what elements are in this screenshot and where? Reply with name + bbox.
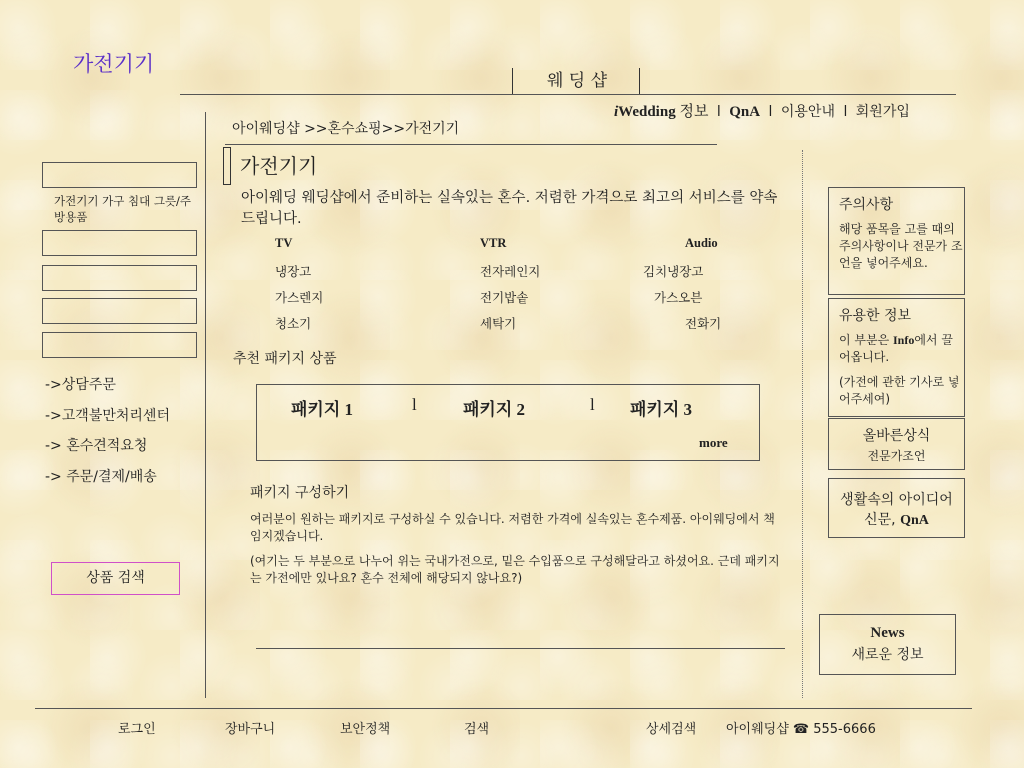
product-rice-cooker[interactable]: 전기밥솥 (480, 290, 529, 305)
nav-join[interactable]: 회원가입 (855, 104, 910, 120)
footer-advanced-search[interactable]: 상세검색 (646, 722, 697, 737)
sidebar-box-4[interactable] (42, 298, 197, 324)
notice-box (828, 187, 965, 295)
useful-info-text-c: 에서 끌어옵니다. (839, 333, 953, 364)
sidebar-link-order-payment-delivery[interactable]: -> 주문/결제/배송 (45, 469, 157, 485)
useful-info-title: 유용한 정보 (839, 308, 912, 324)
footer-rule (35, 708, 972, 709)
news-title: News (870, 625, 905, 641)
product-washer[interactable]: 세탁기 (480, 316, 517, 331)
useful-info-text-a: 이 부분은 (839, 333, 893, 347)
nav-separator: l (716, 104, 721, 120)
useful-info-note: (가전에 관한 기사로 넣어주세여) (839, 375, 960, 406)
brand-info-label: 정보 (679, 102, 709, 120)
nav-qna[interactable]: QnA (729, 104, 761, 120)
section-title: 가전기기 (240, 154, 318, 178)
package-separator: l (590, 395, 595, 414)
footer-search[interactable]: 검색 (464, 722, 490, 737)
package-1-link[interactable] (291, 395, 353, 420)
tab-divider-right (639, 68, 640, 94)
product-search-label: 상품 검색 (86, 570, 145, 586)
product-audio[interactable]: Audio (685, 236, 718, 250)
sidebar-box-1[interactable] (42, 162, 197, 188)
package-1-label: 패키지 1 (291, 400, 354, 419)
life-idea-title: 생활속의 아이디어 (840, 492, 953, 508)
left-column-divider (205, 112, 206, 698)
product-kimchi-refrigerator[interactable]: 김치냉장고 (643, 264, 704, 279)
common-sense-sub: 전문가조언 (867, 449, 926, 463)
product-telephone[interactable]: 전화기 (685, 316, 722, 331)
top-nav (614, 100, 910, 121)
life-idea-sub-a: 신문, (864, 512, 901, 528)
package-2-link[interactable] (463, 395, 525, 420)
useful-info-text (839, 332, 963, 366)
product-microwave[interactable]: 전자레인지 (480, 264, 541, 279)
common-sense-title: 올바른상식 (862, 428, 931, 444)
useful-info-box (828, 298, 965, 417)
news-box[interactable] (819, 614, 956, 675)
brand-wedding: Wedding (618, 104, 676, 120)
nav-separator: l (843, 104, 848, 120)
common-sense-box[interactable] (828, 418, 965, 470)
sidebar-link-consult-order[interactable]: ->상담주문 (45, 377, 116, 393)
compose-note: (여기는 두 부분으로 나누어 위는 국내가전으로, 밑은 수입품으로 구성해달라고 하셨어요. 근데 패키지는 가전에만 있나요? 혼수 전체에 해당되지 않나요?) (250, 554, 780, 585)
package-separator: l (412, 395, 417, 414)
page-title: 가전기기 (73, 52, 155, 76)
intro-text: 아이웨딩 웨딩샵에서 준비하는 실속있는 혼수. 저렴한 가격으로 최고의 서비스를 약속 드립니다. (241, 190, 778, 227)
tab-wedding-shop[interactable]: 웨 딩 샵 (546, 71, 608, 91)
top-rule (180, 94, 956, 95)
product-vacuum[interactable]: 청소기 (275, 316, 312, 331)
section-title-rule (225, 144, 717, 145)
nav-separator: l (768, 104, 773, 120)
product-search-button[interactable] (51, 562, 180, 595)
product-gas-range[interactable]: 가스렌지 (275, 290, 324, 305)
sidebar-link-estimate-request[interactable]: -> 혼수견적요청 (45, 438, 148, 454)
footer-cart[interactable]: 장바구니 (225, 722, 276, 737)
footer-policy[interactable]: 보안정책 (340, 722, 391, 737)
life-idea-qna: QnA (900, 513, 929, 528)
sidebar-box-3[interactable] (42, 265, 197, 291)
news-sub: 새로운 정보 (851, 647, 924, 663)
sidebar-categories: 가전기기 가구 침대 그릇/주방용품 (54, 194, 192, 224)
footer-login[interactable]: 로그인 (118, 722, 156, 737)
package-3-link[interactable] (630, 395, 692, 420)
useful-info-source: Info (893, 333, 915, 347)
product-refrigerator[interactable]: 냉장고 (275, 264, 312, 279)
product-vtr[interactable]: VTR (480, 236, 507, 250)
product-tv[interactable]: TV (275, 236, 293, 250)
compose-title: 패키지 구성하기 (250, 485, 350, 501)
sidebar-box-2[interactable] (42, 230, 197, 256)
content-bottom-rule (256, 648, 785, 649)
nav-iwedding-info[interactable] (614, 104, 708, 120)
package-box (256, 384, 760, 461)
footer-contact: 아이웨딩샵 ☎ 555-6666 (726, 722, 876, 737)
more-link[interactable]: more (699, 435, 728, 450)
life-idea-box[interactable] (828, 478, 965, 538)
product-gas-oven[interactable]: 가스오븐 (654, 290, 703, 305)
sidebar-box-5[interactable] (42, 332, 197, 358)
brand-i: i (614, 104, 619, 120)
breadcrumb: 아이웨딩샵 >>혼수쇼핑>>가전기기 (232, 121, 460, 137)
compose-text: 여러분이 원하는 패키지로 구성하실 수 있습니다. 저렴한 가격에 실속있는 혼수제품. 아이웨딩에서 책임지겠습니다. (250, 512, 775, 543)
package-2-label: 패키지 2 (463, 400, 526, 419)
recommended-title: 추천 패키지 상품 (233, 351, 337, 367)
section-title-marker (223, 147, 231, 185)
sidebar-link-complaint-center[interactable]: ->고객불만처리센터 (45, 408, 170, 424)
right-column-divider (802, 150, 803, 698)
tab-divider-left (512, 68, 513, 94)
life-idea-sub (829, 509, 964, 529)
notice-text: 해당 품목을 고를 때의 주의사항이나 전문가 조언을 넣어주세요. (839, 222, 963, 270)
nav-guide[interactable]: 이용안내 (780, 104, 835, 120)
package-3-label: 패키지 3 (630, 400, 693, 419)
notice-title: 주의사항 (839, 197, 894, 213)
